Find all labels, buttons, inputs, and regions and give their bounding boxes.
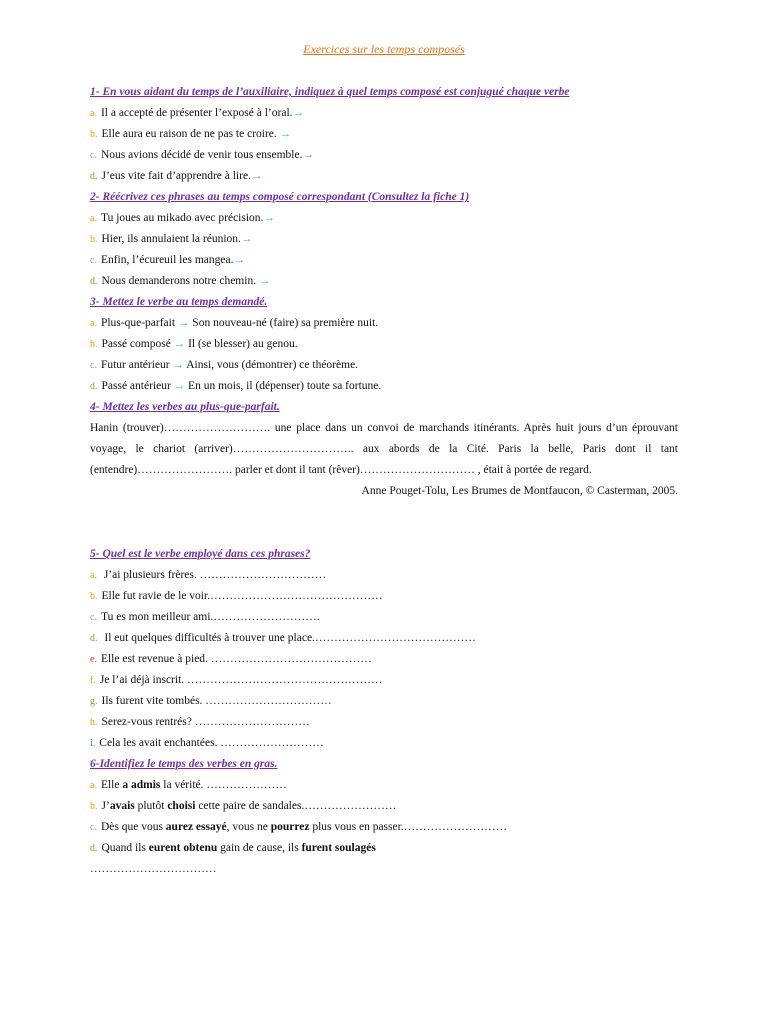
item-text: Je l’ai déjà inscrit. …………………………………………… [99,674,383,686]
arrow-icon: → [250,170,263,182]
item-text: Il (se blesser) au genou. [185,338,298,350]
item-label: d. [90,633,98,644]
answer-line: …………………………… [90,863,217,875]
list-item [90,166,678,187]
item-text: Tu es mon meilleur ami.………………………. [100,611,320,623]
item-text: Elle est revenue à pied. …………………………………… [100,653,372,665]
item-tense: Passé composé [101,338,174,350]
item-label: e. [90,654,97,665]
item-text: J’eus vite fait d’apprendre à lire. [101,170,251,182]
item-text: En un mois, il (dépenser) toute sa fortune. [185,380,382,392]
item-text: Elle [100,779,123,791]
item-label: a. [90,213,97,224]
item-label: c. [90,255,97,266]
bold-verb: aurez essayé [165,821,227,833]
list-item [90,712,678,733]
exercise-2-heading: 2- Réécrivez ces phrases au temps composé correspondant (Consultez la fiche 1) [90,191,470,203]
list-item [90,229,678,250]
arrow-icon: → [279,128,292,140]
exercise-3 [90,292,678,397]
bold-verb: pourrez [270,821,310,833]
list-item [90,103,678,124]
list-item [90,649,678,670]
list-item [90,691,678,712]
citation-source: Anne Pouget-Tolu, Les Brumes de Montfaucon, © Casterman, 2005. [361,485,678,497]
item-label: i. [90,738,96,749]
item-label: c. [90,150,97,161]
list-item [90,733,678,754]
item-label: a. [90,780,97,791]
item-text: Tu joues au mikado avec précision. [100,212,264,224]
item-text: Enfin, l’écureuil les mangea. [100,254,234,266]
list-item [90,565,678,586]
list-item [90,271,678,292]
exercise-5-heading: 5- Quel est le verbe employé dans ces phrases? [90,548,311,560]
item-label: d. [90,843,98,854]
item-text: plutôt [134,800,168,812]
bold-verb: furent soulagés [301,842,376,854]
item-tense: Futur antérieur [100,359,173,371]
exercise-4 [90,397,678,502]
arrow-icon: → [172,359,184,371]
exercise-1 [90,82,678,187]
list-item [90,586,678,607]
item-label: a. [90,318,97,329]
item-label: a. [90,108,97,119]
item-label: d. [90,381,98,392]
item-text: Nous demanderons notre chemin. [101,275,259,287]
item-text: plus vous en passer.……………………… [309,821,508,833]
arrow-icon: → [302,149,314,161]
item-label: b. [90,234,98,245]
item-text: Hier, ils annulaient la réunion. [101,233,241,245]
item-label: c. [90,822,97,833]
item-text: , vous ne [226,821,271,833]
item-text: J’ai plusieurs frères. …………………………… [100,569,327,581]
item-label: c. [90,612,97,623]
bold-verb: a admis [122,779,161,791]
arrow-icon: → [258,275,271,287]
list-item [90,250,678,271]
item-label: b. [90,591,98,602]
exercise-6-heading: 6-Identifiez le temps des verbes en gras. [90,758,278,770]
exercise-2 [90,187,678,292]
item-text: Quand ils [101,842,149,854]
item-label: a. [90,570,97,581]
list-item [90,796,678,817]
list-item [90,670,678,691]
item-text: J’ [101,800,110,812]
item-text: cette paire de sandales.…………………… [195,800,397,812]
item-tense: Plus-que-parfait [100,317,178,329]
arrow-icon: → [177,317,190,329]
arrow-icon: → [233,254,245,266]
item-label: c. [90,360,97,371]
exercise-4-paragraph: Hanin (trouver)………………………. une place dans un convoi de marchands itinérants. Après huit jours d’un éprouvant voyage, le chariot (arriver)………………………….. aux abords de la Cité. Paris la belle, Paris dont il tant (entendre)……………………. parler et dont il tant (rêver)………………………… , était à portée de regard. [90,422,678,476]
item-text: Ainsi, vous (démontrer) ce théorème. [184,359,359,371]
item-text: Il eut quelques difficultés à trouver une place.…………………………………… [101,632,476,644]
item-label: f. [90,675,96,686]
arrow-icon: → [292,107,305,119]
exercise-5 [90,544,678,754]
item-text: Cela les avait enchantées. ……………………… [99,737,324,749]
exercise-4-heading: 4- Mettez les verbes au plus-que-parfait. [90,401,280,413]
exercise-3-heading: 3- Mettez le verbe au temps demandé. [90,296,268,308]
item-text: Il a accepté de présenter l’exposé à l’oral. [100,107,293,119]
arrow-icon: → [173,380,186,392]
item-text: la vérité. ………………… [160,779,287,791]
item-tense: Passé antérieur [101,380,174,392]
list-item [90,334,678,355]
item-text: Elle aura eu raison de ne pas te croire. [101,128,277,140]
bold-verb: choisi [167,800,196,812]
exercise-6 [90,754,678,880]
item-text: Nous avions décidé de venir tous ensemble. [100,149,303,161]
item-label: h. [90,717,98,728]
list-item [90,355,678,376]
bold-verb: avais [109,800,135,812]
item-label: b. [90,339,98,350]
item-label: d. [90,171,98,182]
arrow-icon: → [263,212,275,224]
item-text: Son nouveau-né (faire) sa première nuit. [189,317,379,329]
item-text: gain de cause, ils [217,842,302,854]
item-text: Elle fut ravie de le voir.……………………………………… [101,590,383,602]
exercise-1-heading: 1- En vous aidant du temps de l’auxiliaire, indiquez à quel temps composé est conjugué chaque verbe [90,86,570,98]
list-item [90,208,678,229]
bold-verb: eurent obtenu [148,842,218,854]
item-text: Serez-vous rentrés? ………………………… [101,716,310,728]
item-label: d. [90,276,98,287]
item-text: Ils furent vite tombés. …………………………… [101,695,332,707]
item-label: g. [90,696,98,707]
list-item [90,313,678,334]
list-item [90,145,678,166]
page-title: Exercices sur les temps composés [303,42,465,56]
list-item [90,817,678,838]
item-label: b. [90,129,98,140]
list-item [90,607,678,628]
item-label: b. [90,801,98,812]
list-item [90,775,678,796]
list-item [90,376,678,397]
list-item [90,838,678,859]
arrow-icon: → [173,338,186,350]
arrow-icon: → [240,233,253,245]
list-item [90,628,678,649]
list-item [90,124,678,145]
item-text: Dès que vous [100,821,166,833]
